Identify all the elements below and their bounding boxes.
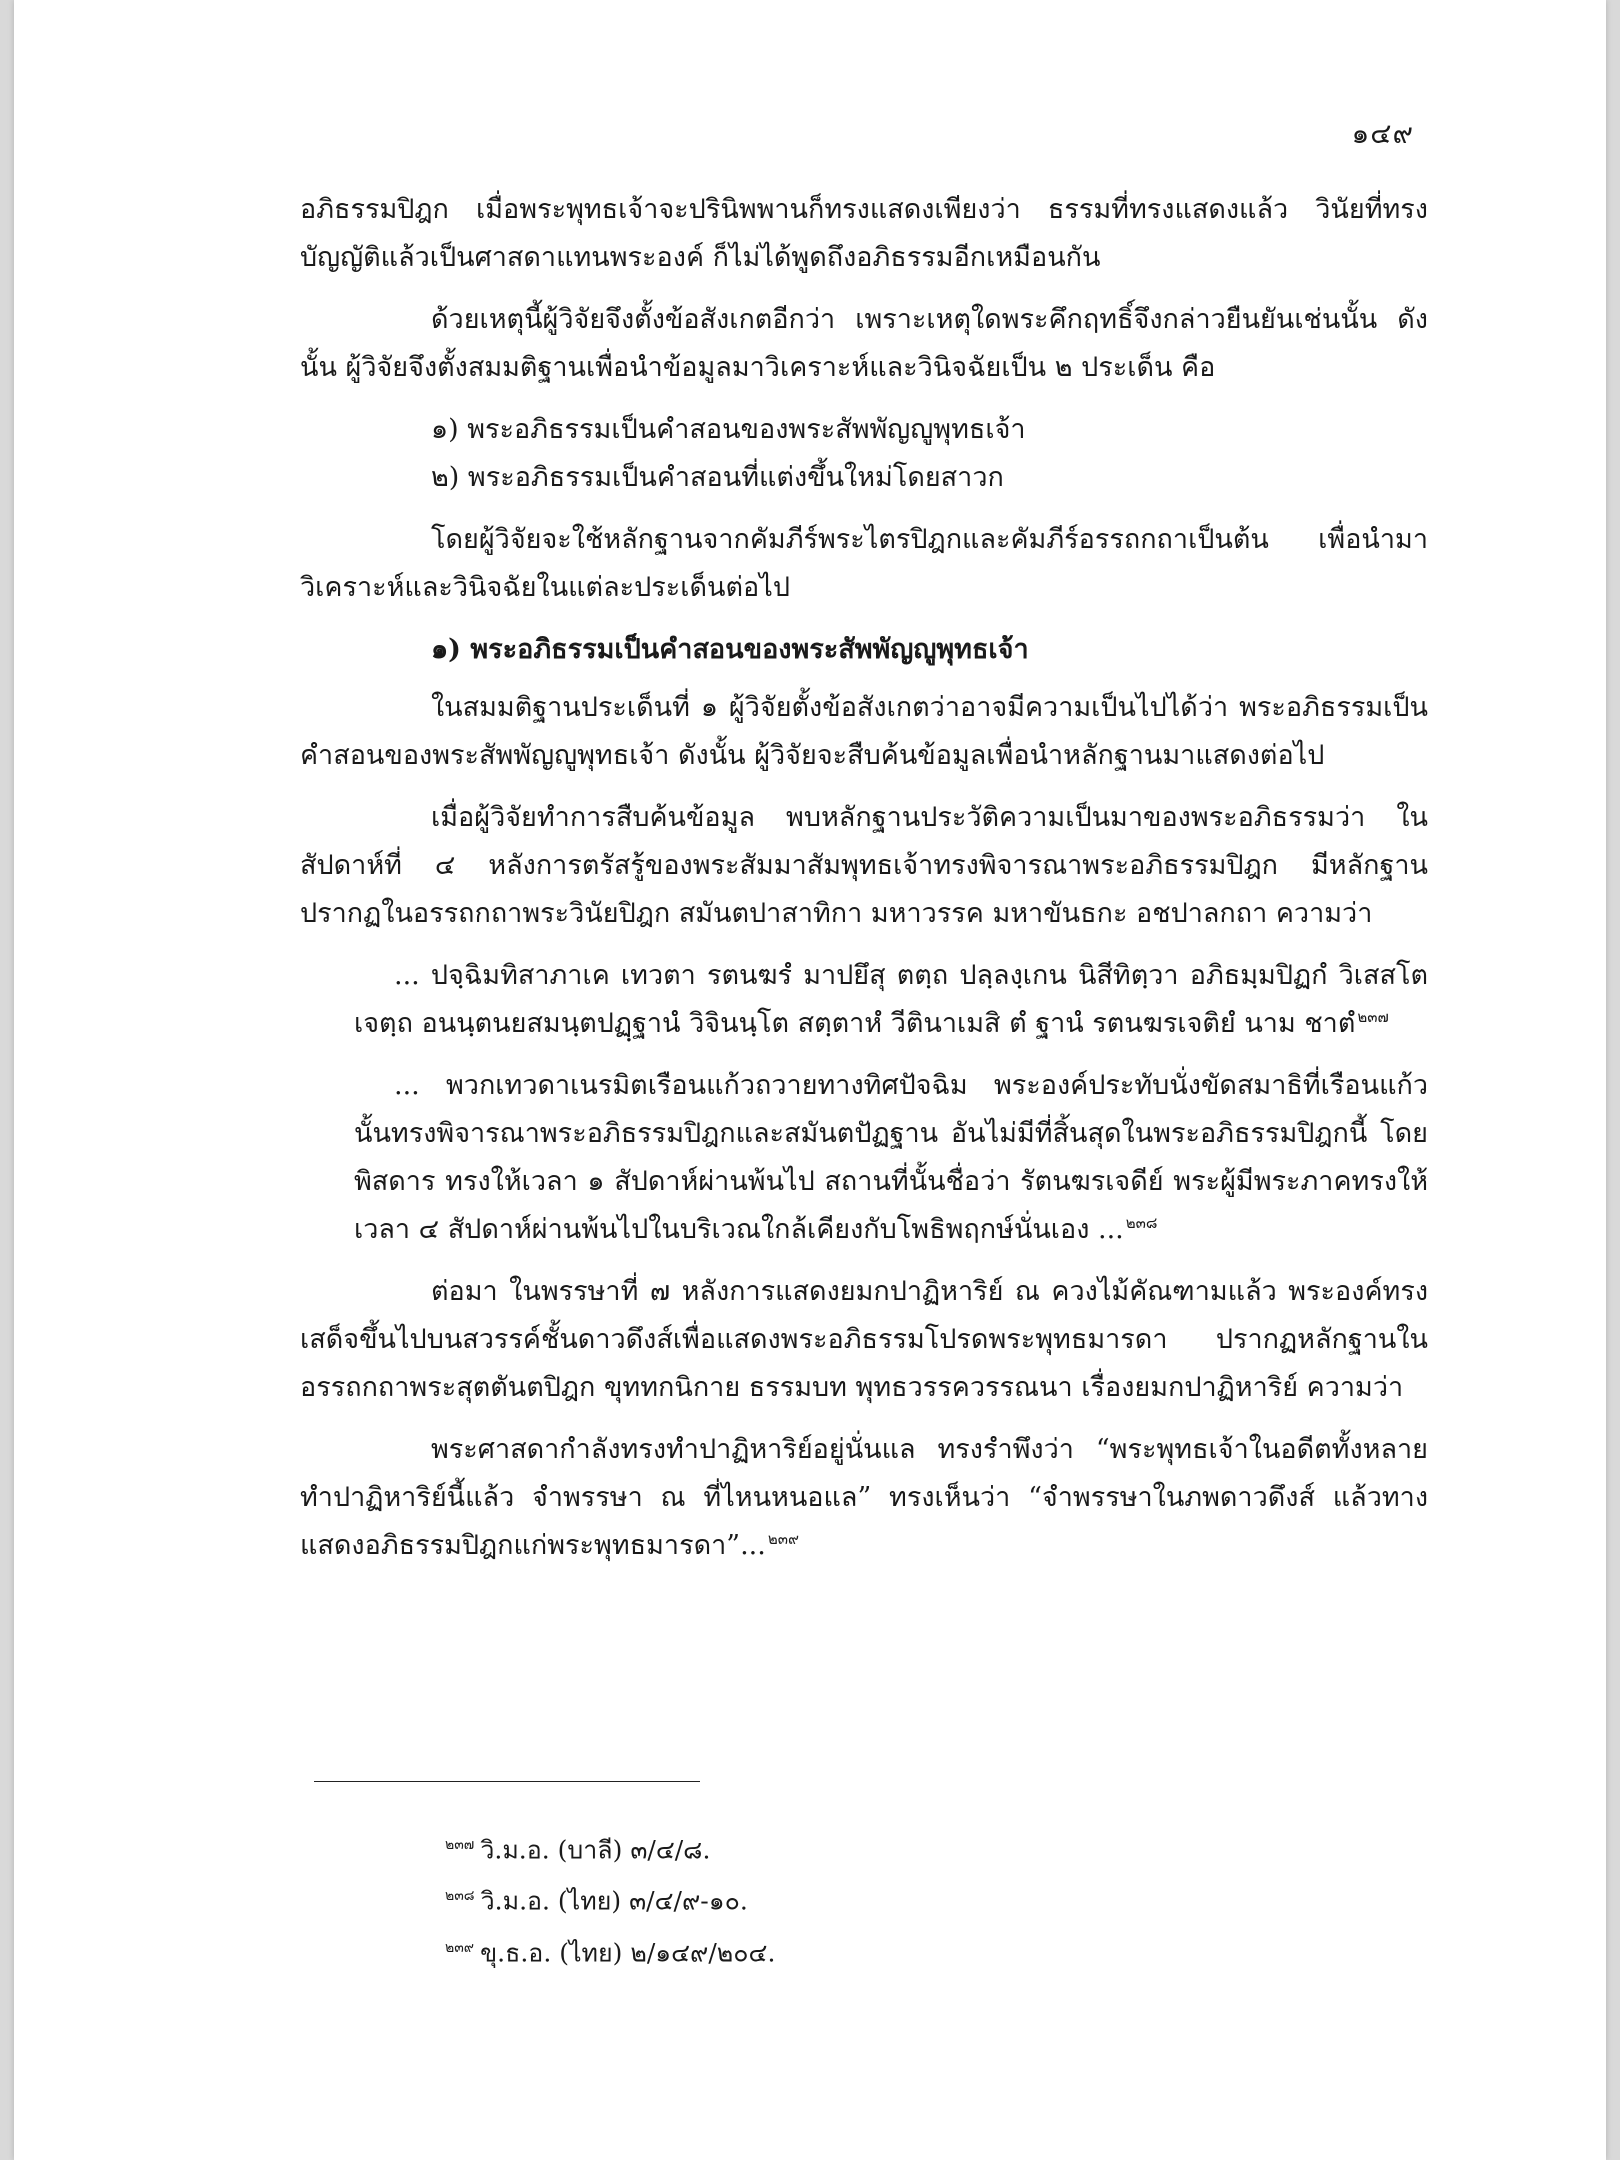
- footnote-ref[interactable]: ๒๓๙: [767, 1530, 799, 1548]
- body-text: [300, 186, 1428, 1584]
- paragraph-evidence: เมื่อผู้วิจัยทำการสืบค้นข้อมูล พบหลักฐานประวัติความเป็นมาของพระอภิธรรมว่า ในสัปดาห์ที่ ๔ หลังการตรัสรู้ของพระสัมมาสัมพุทธเจ้าทรงพิจารณาพระอภิธรรมปิฎก มีหลักฐานปรากฏในอรรถกถาพระวินัยปิฎก สมันตปาสาทิกา มหาวรรค มหาขันธกะ อชปาลกถา ความว่า: [300, 802, 1428, 929]
- hypothesis-item: ๑) พระอภิธรรมเป็นคำสอนของพระสัพพัญญูพุทธเจ้า: [431, 414, 1026, 445]
- footnote-mark: ๒๓๘: [445, 1888, 475, 1905]
- paragraph-final-text: พระศาสดากำลังทรงทำปาฏิหาริย์อยู่นั่นแล ทรงรำพึงว่า “พระพุทธเจ้าในอดีตทั้งหลายทำปาฏิหาริย์นี้แล้ว จำพรรษา ณ ที่ไหนหนอแล” ทรงเห็นว่า “จำพรรษาในภพดาวดึงส์ แล้วทางแสดงอภิธรรมปิฎกแก่พระพุทธมารดา”...: [300, 1434, 1428, 1561]
- section-heading: ๑) พระอภิธรรมเป็นคำสอนของพระสัพพัญญูพุทธเจ้า: [431, 634, 1029, 665]
- paragraph-hypothesis-one: ในสมมติฐานประเด็นที่ ๑ ผู้วิจัยตั้งข้อสังเกตว่าอาจมีความเป็นไปได้ว่า พระอภิธรรมเป็นคำสอนของพระสัพพัญญูพุทธเจ้า ดังนั้น ผู้วิจัยจะสืบค้นข้อมูลเพื่อนำหลักฐานมาแสดงต่อไป: [300, 692, 1428, 771]
- quote-pali-text: ... ปจฺฉิมทิสาภาเค เทวตา รตนฆรํ มาปยึสุ ตตฺถ ปลฺลงฺเกน นิสีทิตฺวา อภิธมฺมปิฏกํ วิเสสโต เจตฺถ อนนฺตนยสมนฺตปฏฺฐานํ วิจินนฺโต สตฺตาหํ วีตินาเมสิ ตํ ฐานํ รตนฆรเจติยํ นาม ชาตํ: [354, 960, 1428, 1039]
- footnote-item: [445, 1873, 775, 1924]
- footnote-item: [445, 1925, 775, 1976]
- quote-pali: [354, 952, 1428, 1048]
- footnotes: [445, 1822, 775, 1976]
- quote-thai-text: ... พวกเทวดาเนรมิตเรือนแก้วถวายทางทิศปัจฉิม พระองค์ประทับนั่งขัดสมาธิที่เรือนแก้วนั้นทรงพิจารณาพระอภิธรรมปิฎกและสมันตปัฏฐาน อันไม่มีที่สิ้นสุดในพระอภิธรรมปิฎกนี้ โดยพิสดาร ทรงให้เวลา ๑ สัปดาห์ผ่านพ้นไป สถานที่นั้นชื่อว่า รัตนฆรเจดีย์ พระผู้มีพระภาคทรงให้เวลา ๔ สัปดาห์ผ่านพ้นไปในบริเวณใกล้เคียงกับโพธิพฤกษ์นั่นเอง ...: [354, 1070, 1428, 1245]
- paragraph-method: โดยผู้วิจัยจะใช้หลักฐานจากคัมภีร์พระไตรปิฎกและคัมภีร์อรรถกถาเป็นต้น เพื่อนำมาวิเคราะห์และวินิจฉัยในแต่ละประเด็นต่อไป: [300, 524, 1428, 603]
- paragraph-intro: อภิธรรมปิฎก เมื่อพระพุทธเจ้าจะปรินิพพานก็ทรงแสดงเพียงว่า ธรรมที่ทรงแสดงแล้ว วินัยที่ทรงบัญญัติแล้วเป็นศาสดาแทนพระองค์ ก็ไม่ได้พูดถึงอภิธรรมอีกเหมือนกัน: [300, 194, 1428, 273]
- document-page: [14, 0, 1606, 2160]
- hypothesis-list: [431, 406, 1428, 502]
- paragraph-final: [300, 1426, 1428, 1570]
- hypothesis-item: ๒) พระอภิธรรมเป็นคำสอนที่แต่งขึ้นใหม่โดยสาวก: [431, 462, 1004, 493]
- footnote-text: ขุ.ธ.อ. (ไทย) ๒/๑๔๙/๒๐๔.: [480, 1937, 776, 1967]
- footnote-ref[interactable]: ๒๓๘: [1125, 1214, 1158, 1232]
- footnote-text: วิ.ม.อ. (บาลี) ๓/๔/๘.: [480, 1835, 711, 1865]
- paragraph-observation: ด้วยเหตุนี้ผู้วิจัยจึงตั้งข้อสังเกตอีกว่า เพราะเหตุใดพระคึกฤทธิ์จึงกล่าวยืนยันเช่นนั้น ดังนั้น ผู้วิจัยจึงตั้งสมมติฐานเพื่อนำข้อมูลมาวิเคราะห์และวินิจฉัยเป็น ๒ ประเด็น คือ: [300, 304, 1428, 383]
- footnote-text: วิ.ม.อ. (ไทย) ๓/๔/๙-๑๐.: [480, 1886, 748, 1916]
- footnote-mark: ๒๓๗: [445, 1837, 475, 1853]
- footnote-ref[interactable]: ๒๓๗: [1357, 1008, 1389, 1026]
- page-number: ๑๔๙: [1351, 117, 1414, 150]
- quote-thai: [354, 1062, 1428, 1254]
- paragraph-later: ต่อมา ในพรรษาที่ ๗ หลังการแสดงยมกปาฏิหาริย์ ณ ควงไม้คัณฑามแล้ว พระองค์ทรงเสด็จขึ้นไปบนสวรรค์ชั้นดาวดึงส์เพื่อแสดงพระอภิธรรมโปรดพระพุทธมารดา ปรากฏหลักฐานในอรรถกถาพระสุตตันตปิฎก ขุททกนิกาย ธรรมบท พุทธวรรควรรณนา เรื่องยมกปาฏิหาริย์ ความว่า: [300, 1276, 1428, 1403]
- footnote-item: [445, 1822, 775, 1873]
- footnote-mark: ๒๓๙: [445, 1939, 475, 1956]
- footnote-divider: [314, 1781, 700, 1782]
